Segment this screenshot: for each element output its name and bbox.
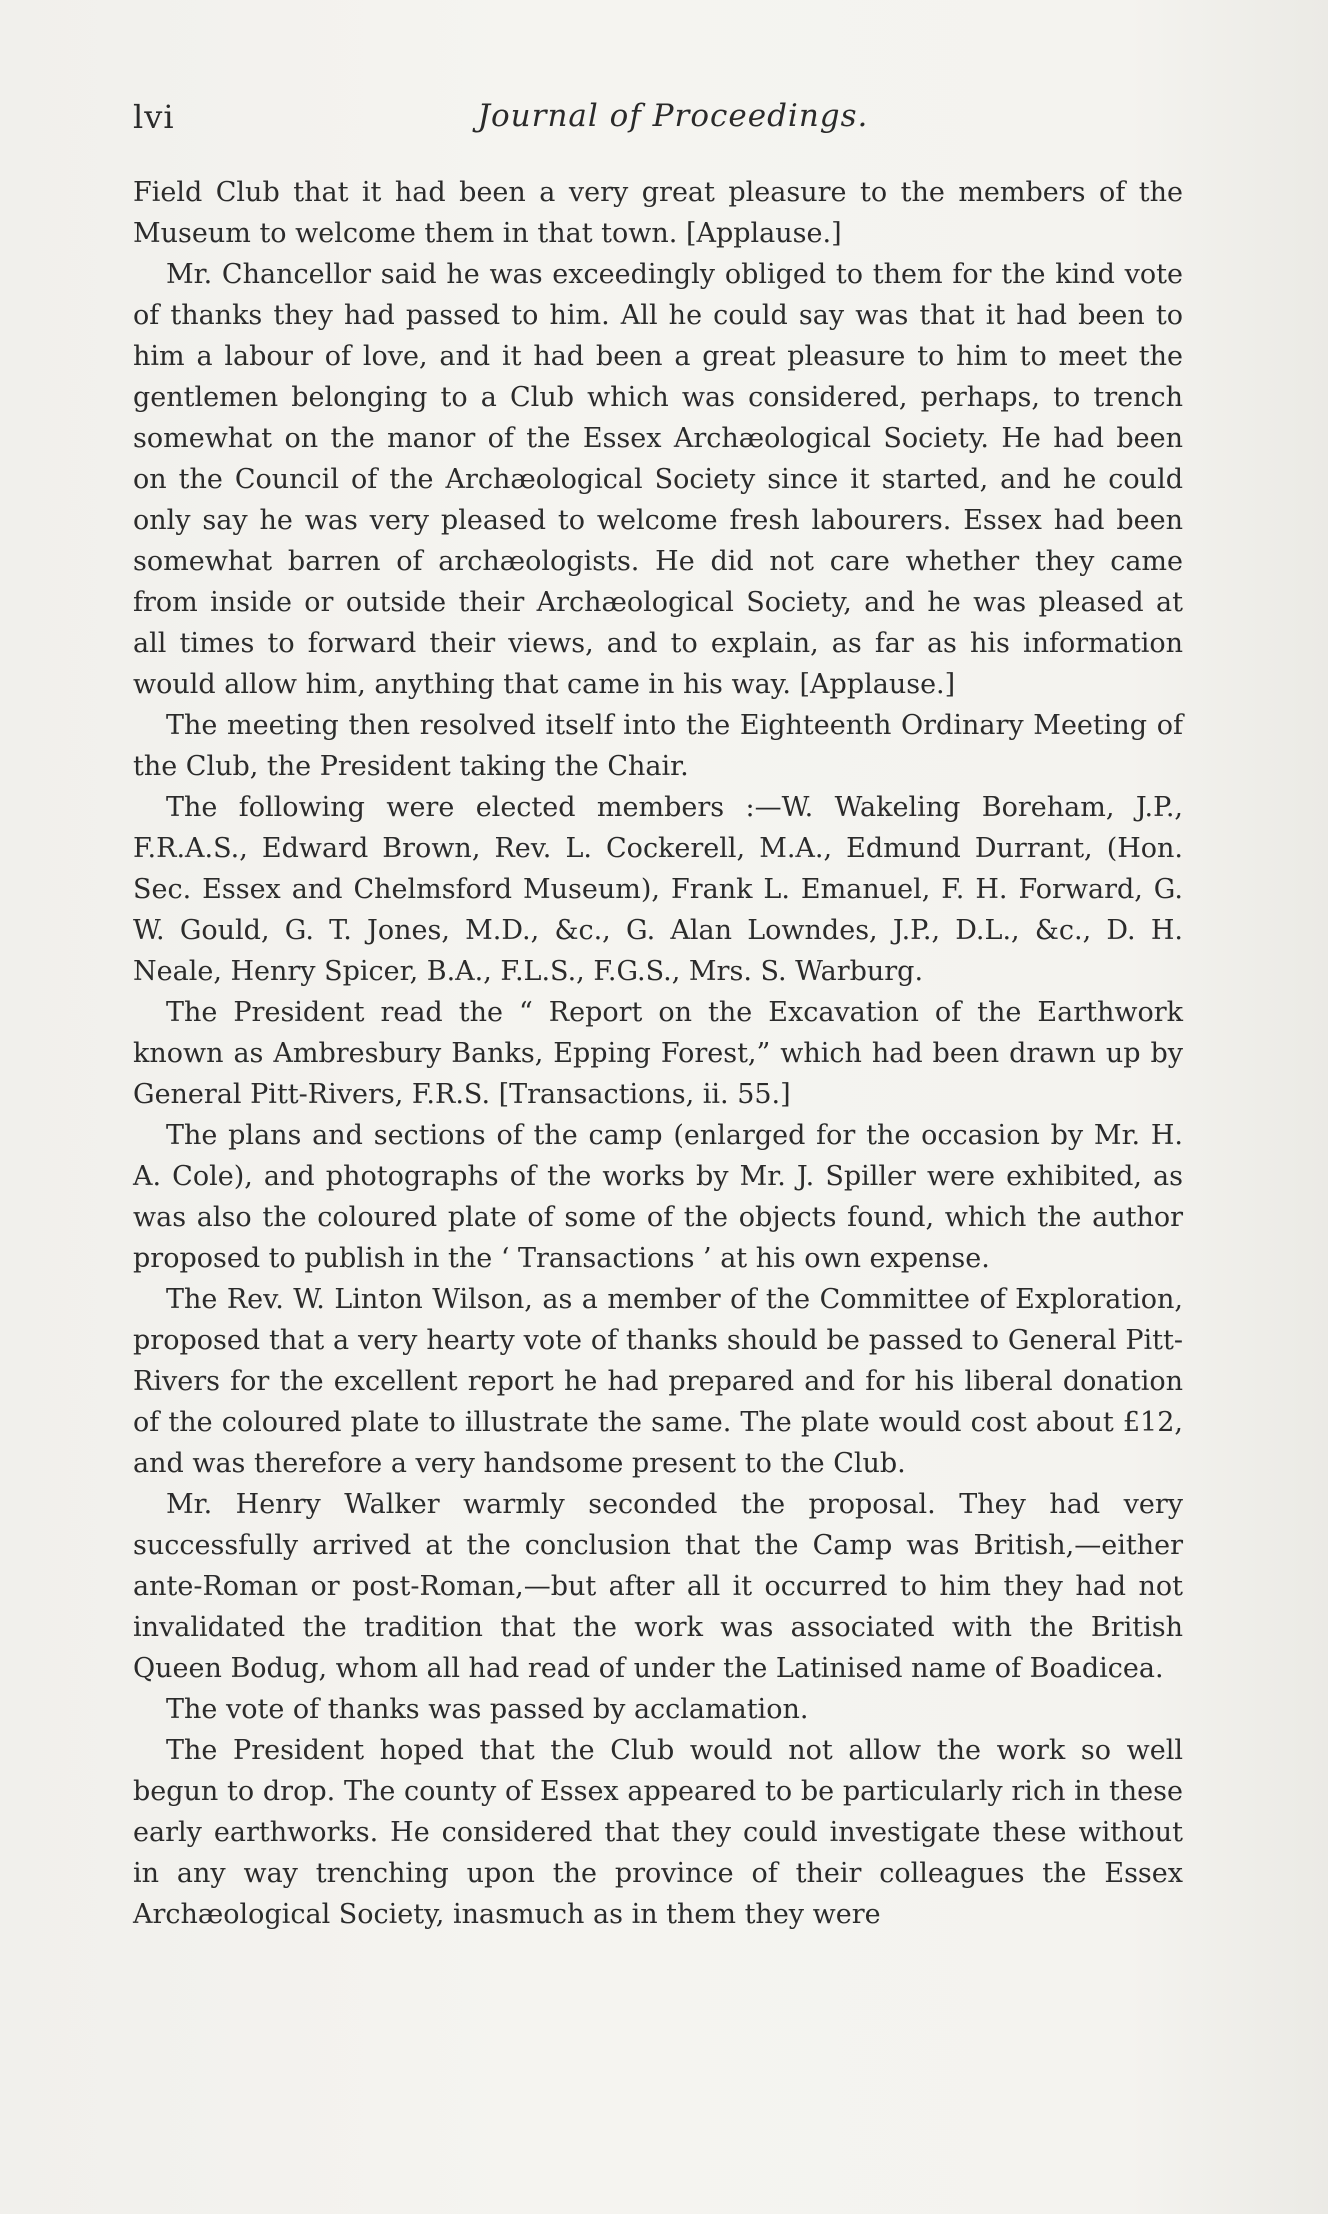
paragraph: The plans and sections of the camp (enlarged for the occasion by Mr. H. A. Cole), and photographs of the works by Mr. J. Spiller were exhibited, as was also the coloured plate of some of the objects found, which the author proposed to publish in the ‘ Transactions ’ at his own expense. bbox=[133, 1120, 1183, 1274]
paragraph: The vote of thanks was passed by acclamation. bbox=[166, 1694, 809, 1725]
paragraph: Mr. Chancellor said he was exceedingly obliged to them for the kind vote of thanks they had passed to him. All he could say was that it had been to him a labour of love, and it had been a great pleasure to him to meet the gentlemen belonging to a Club which was considered, perhaps, to trench somewhat on the manor of the Essex Archæological Society. He had been on the Council of the Archæological Society since it started, and he could only say he was very pleased to welcome fresh labourers. Essex had been somewhat barren of archæologists. He did not care whether they came from inside or outside their Archæological Society, and he was pleased at all times to forward their views, and to explain, as far as his information would allow him, anything that came in his way. [Applause.] bbox=[133, 259, 1183, 700]
paragraph: The President hoped that the Club would not allow the work so well begun to drop. The county of Essex appeared to be particularly rich in these early earthworks. He considered that they could investigate these without in any way trenching upon the province of their colleagues the Essex Archæological Society, inasmuch as in them they were bbox=[133, 1735, 1183, 1930]
paragraph: The President read the “ Report on the Excavation of the Earthwork known as Ambresbury Banks, Epping Forest,” which had been drawn up by General Pitt-Rivers, F.R.S. [Transactions, ii. 55.] bbox=[133, 997, 1183, 1110]
paragraph: The Rev. W. Linton Wilson, as a member of the Committee of Exploration, proposed that a very hearty vote of thanks should be passed to General Pitt-Rivers for the excellent report he had prepared and for his liberal donation of the coloured plate to illustrate the same. The plate would cost about £12, and was therefore a very handsome present to the Club. bbox=[133, 1284, 1183, 1479]
paragraph: The following were elected members :—W. Wakeling Boreham, J.P., F.R.A.S., Edward Brown, Rev. L. Cockerell, M.A., Edmund Durrant, (Hon. Sec. Essex and Chelmsford Museum), Frank L. Emanuel, F. H. Forward, G. W. Gould, G. T. Jones, M.D., &c., G. Alan Lowndes, J.P., D.L., &c., D. H. Neale, Henry Spicer, B.A., F.L.S., F.G.S., Mrs. S. Warburg. bbox=[133, 792, 1183, 987]
paragraph: The meeting then resolved itself into the Eighteenth Ordinary Meeting of the Club, the President taking the Chair. bbox=[133, 710, 1183, 782]
paragraph: Field Club that it had been a very great pleasure to the members of the Museum to welcome them in that town. [Applause.] bbox=[133, 177, 1183, 249]
page-number: lvi bbox=[133, 98, 175, 136]
body-text bbox=[133, 172, 1183, 1935]
paragraph: Mr. Henry Walker warmly seconded the proposal. They had very successfully arrived at the conclusion that the Camp was British,—either ante-Roman or post-Roman,—but after all it occurred to him they had not invalidated the tradition that the work was associated with the British Queen Bodug, whom all had read of under the Latinised name of Boadicea. bbox=[133, 1489, 1183, 1684]
running-title: Journal of Proceedings. bbox=[477, 98, 869, 134]
page-header bbox=[133, 98, 1183, 150]
